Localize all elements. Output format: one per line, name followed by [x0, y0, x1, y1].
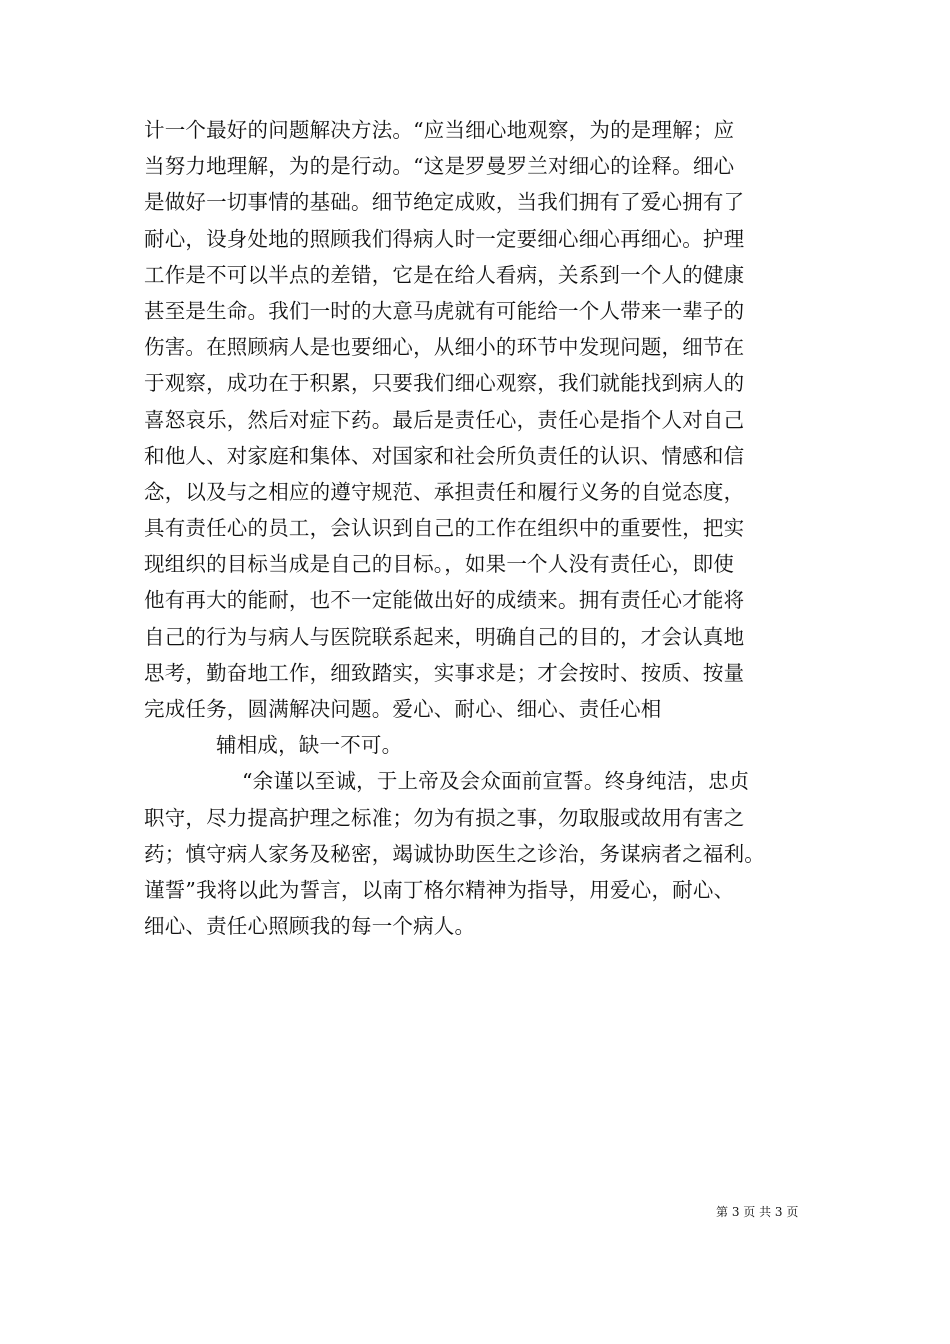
text-line: 具有责任心的员工，会认识到自己的工作在组织中的重要性，把实	[144, 516, 745, 541]
text-line: 甚至是生命。我们一时的大意马虎就有可能给一个人带来一辈子的	[144, 298, 745, 323]
pledge-line: “余谨以至诚，于上帝及会众面前宣誓。终身纯洁，忠贞	[242, 769, 750, 794]
text-line: 于观察，成功在于积累，只要我们细心观察，我们就能找到病人的	[144, 371, 745, 396]
text-line: 耐心，设身处地的照顾我们得病人时一定要细心细心再细心。护理	[144, 226, 745, 251]
text-line: 完成任务，圆满解决问题。爱心、耐心、细心、责任心相	[144, 697, 662, 721]
text-line: 喜怒哀乐，然后对症下药。最后是责任心，责任心是指个人对自己	[144, 407, 745, 432]
body-text	[144, 112, 824, 944]
page-number-footer: 第 3 页 共 3 页	[716, 1205, 799, 1219]
continuation-line: 辅相成，缺一不可。	[216, 733, 403, 758]
text-line: 自己的行为与病人与医院联系起来，明确自己的目的，才会认真地	[144, 624, 745, 649]
pledge-line: 谨誓”我将以此为誓言，以南丁格尔精神为指导，用爱心，耐心、	[144, 877, 735, 902]
pledge-line: 药；慎守病人家务及秘密，竭诚协助医生之诊治，务谋病者之福利。	[144, 841, 765, 866]
text-line: 现组织的目标当成是自己的目标。，如果一个人没有责任心，即使	[144, 552, 735, 577]
text-line: 念，以及与之相应的遵守规范、承担责任和履行义务的自觉态度，	[144, 479, 745, 504]
text-line: 当努力地理解，为的是行动。“这是罗曼罗兰对细心的诠释。细心	[144, 154, 735, 179]
pledge-line: 细心、责任心照顾我的每一个病人。	[144, 914, 476, 939]
text-line: 他有再大的能耐，也不一定能做出好的成绩来。拥有责任心才能将	[144, 588, 745, 613]
pledge-line: 职守，尽力提高护理之标准；勿为有损之事，勿取服或故用有害之	[144, 805, 745, 830]
text-line: 思考，勤奋地工作，细致踏实，实事求是；才会按时、按质、按量	[144, 660, 745, 685]
text-line: 伤害。在照顾病人是也要细心，从细小的环节中发现问题，细节在	[144, 335, 745, 360]
text-line: 和他人、对家庭和集体、对国家和社会所负责任的认识、情感和信	[144, 443, 745, 468]
text-line: 计一个最好的问题解决方法。“应当细心地观察，为的是理解；应	[144, 118, 735, 142]
text-line: 工作是不可以半点的差错，它是在给人看病，关系到一个人的健康	[144, 262, 745, 287]
text-line: 是做好一切事情的基础。细节绝定成败，当我们拥有了爱心拥有了	[144, 190, 745, 215]
